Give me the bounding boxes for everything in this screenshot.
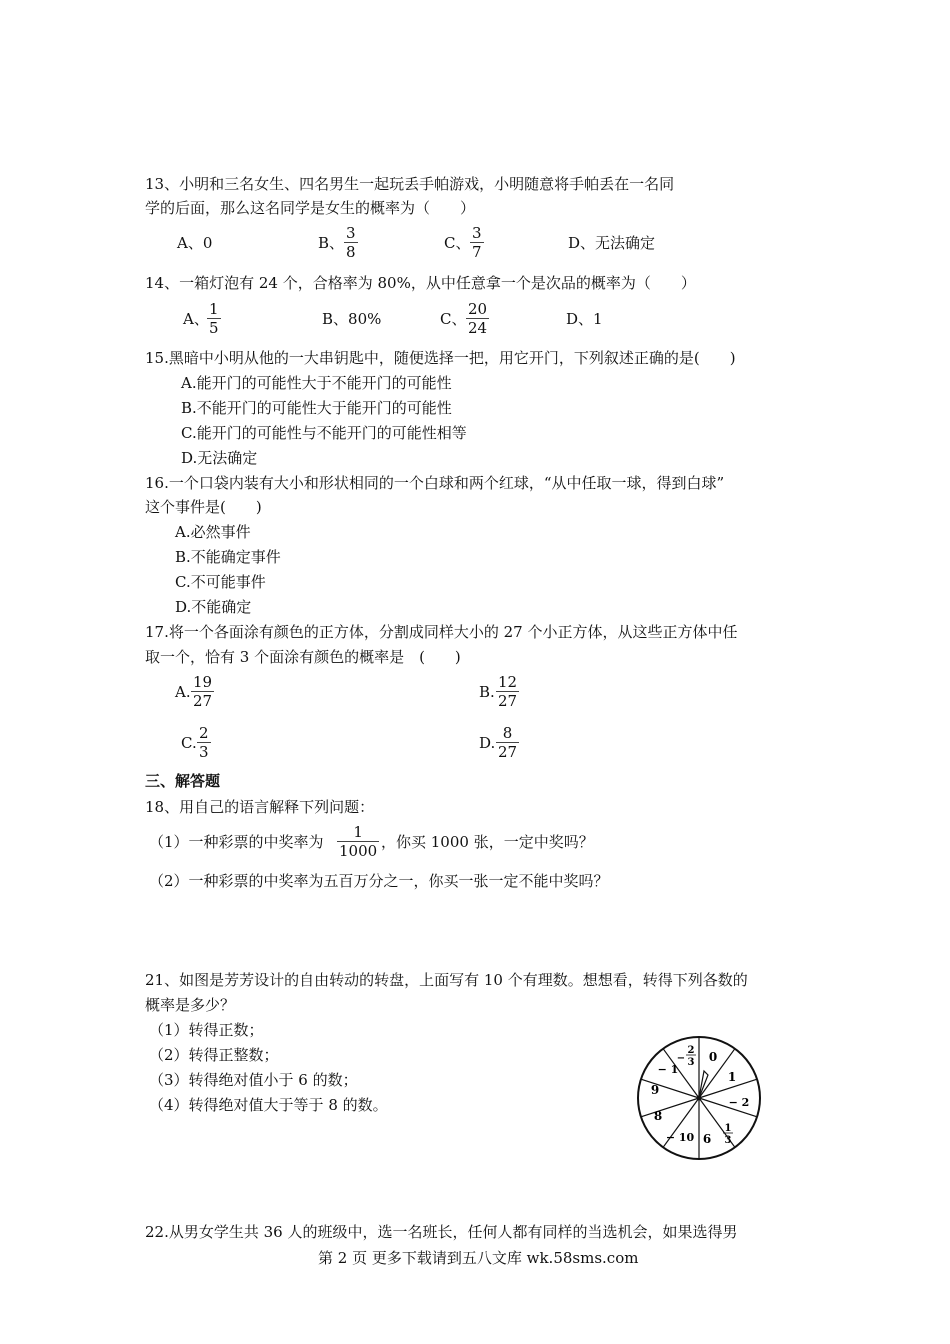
q18-part1-fraction xyxy=(337,823,379,860)
q14-stem-line1: 14、一箱灯泡有 24 个，合格率为 80%，从中任意拿一个是次品的概率为（ ） xyxy=(145,274,696,292)
spinner-label-4: 6 xyxy=(702,1132,712,1146)
fraction-denominator: 27 xyxy=(498,692,518,710)
q21-part1: （1）转得正数； xyxy=(149,1021,264,1039)
svg-text:1: 1 xyxy=(724,1123,732,1134)
svg-text:2: 2 xyxy=(687,1045,695,1056)
svg-text:−: − xyxy=(676,1053,686,1064)
q14-option-c-fraction xyxy=(466,300,489,337)
q15-option-a: A.能开门的可能性大于不能开门的可能性 xyxy=(181,374,452,392)
fraction-denominator: 8 xyxy=(346,243,356,261)
q16-stem-line1: 16.一个口袋内装有大小和形状相同的一个白球和两个红球，“从中任取一球，得到白球” xyxy=(145,474,725,492)
q14-option-d: D、1 xyxy=(566,310,603,328)
spinner-label-2: − 2 xyxy=(728,1096,750,1109)
q13-option-d: D、无法确定 xyxy=(568,234,656,252)
q16-option-d: D.不能确定 xyxy=(175,598,252,616)
q18-part2: （2）一种彩票的中奖率为五百万分之一，你买一张一定不能中奖吗？ xyxy=(149,872,609,890)
q21-part3: （3）转得绝对值小于 6 的数； xyxy=(149,1071,358,1089)
fraction-numerator: 8 xyxy=(496,724,519,743)
q15-option-c: C.能开门的可能性与不能开门的可能性相等 xyxy=(181,424,467,442)
q13-stem-line1: 13、小明和三名女生、四名男生一起玩丢手帕游戏，小明随意将手帕丢在一名同 xyxy=(145,175,675,193)
section-heading: 三、解答题 xyxy=(145,772,221,790)
fraction-numerator: 12 xyxy=(498,673,518,691)
q17-option-b-fraction xyxy=(496,673,519,710)
q18-stem-line1: 18、用自己的语言解释下列问题： xyxy=(145,798,375,816)
q14-option-b: B、80% xyxy=(322,310,382,328)
fraction-numerator: 2 xyxy=(199,724,209,742)
spinner-wheel xyxy=(632,1031,766,1165)
q15-stem-line1: 15.黑暗中小明从他的一大串钥匙中，随便选择一把，用它开门，下列叙述正确的是( ) xyxy=(145,349,736,367)
q16-stem-line2: 这个事件是( ) xyxy=(145,498,262,516)
q15-option-b: B.不能开门的可能性大于能开门的可能性 xyxy=(181,399,452,417)
q18-part1-suffix: ，你买 1000 张，一定中奖吗？ xyxy=(381,833,594,851)
fraction-denominator: 5 xyxy=(209,319,219,337)
fraction-denominator: 7 xyxy=(472,243,482,261)
svg-text:3: 3 xyxy=(687,1057,695,1068)
q18-part1-prefix: （1）一种彩票的中奖率为 xyxy=(149,833,324,851)
fraction-denominator: 1000 xyxy=(339,842,378,860)
q13-option-a: A、0 xyxy=(177,234,213,252)
fraction-numerator: 3 xyxy=(472,224,482,242)
q14-option-c-prefix: C、 xyxy=(440,310,467,328)
spinner-label-1: 1 xyxy=(727,1070,737,1084)
q17-option-a-prefix: A. xyxy=(175,683,191,701)
q21-stem-line1: 21、如图是芳芳设计的自由转动的转盘，上面写有 10 个有理数。想想看，转得下列各数的 xyxy=(145,971,748,989)
q16-option-a: A.必然事件 xyxy=(175,523,251,541)
q21-part2: （2）转得正整数； xyxy=(149,1046,279,1064)
fraction-denominator: 3 xyxy=(199,743,209,761)
q13-option-b-prefix: B、 xyxy=(318,234,345,252)
spinner-label-6: 8 xyxy=(653,1109,663,1123)
q13-option-c-prefix: C、 xyxy=(444,234,471,252)
spinner-label-5: − 10 xyxy=(665,1131,695,1144)
q13-stem-line2: 学的后面，那么这名同学是女生的概率为（ ） xyxy=(145,199,476,217)
fraction-numerator: 20 xyxy=(468,300,488,318)
q15-option-d: D.无法确定 xyxy=(181,449,258,467)
q17-stem-line2: 取一个，恰有 3 个面涂有颜色的概率是 ( ) xyxy=(145,648,461,666)
q17-option-b-prefix: B. xyxy=(479,683,495,701)
q21-stem-line2: 概率是多少？ xyxy=(145,996,236,1014)
q16-option-b: B.不能确定事件 xyxy=(175,548,281,566)
fraction-denominator: 27 xyxy=(193,692,213,710)
q14-option-a-prefix: A、 xyxy=(183,310,209,328)
spinner-label-0: 0 xyxy=(708,1050,718,1064)
fraction-denominator: 24 xyxy=(468,319,488,337)
q21-part4: （4）转得绝对值大于等于 8 的数。 xyxy=(149,1096,388,1114)
fraction-numerator: 1 xyxy=(209,300,219,318)
q13-option-c-fraction xyxy=(470,224,484,261)
q17-option-d-fraction xyxy=(496,724,519,761)
q17-option-c-fraction xyxy=(197,724,211,761)
q17-option-a-fraction xyxy=(191,673,214,710)
q16-option-c: C.不可能事件 xyxy=(175,573,266,591)
spinner-label-7: 9 xyxy=(650,1083,660,1097)
q14-option-a-fraction xyxy=(207,300,221,337)
fraction-numerator: 1 xyxy=(337,823,379,842)
q17-option-d-prefix: D. xyxy=(479,734,496,752)
q17-stem-line1: 17.将一个各面涂有颜色的正方体，分割成同样大小的 27 个小正方体，从这些正方体中任 xyxy=(145,623,738,641)
svg-text:3: 3 xyxy=(724,1135,732,1146)
fraction-denominator: 27 xyxy=(498,743,518,761)
q17-option-c-prefix: C. xyxy=(181,734,197,752)
page-footer: 第 2 页 更多下载请到五八文库 wk.58sms.com xyxy=(318,1249,639,1267)
q22-stem-line1: 22.从男女学生共 36 人的班级中，选一名班长，任何人都有同样的当选机会，如果选得男 xyxy=(145,1223,738,1241)
fraction-numerator: 3 xyxy=(346,224,356,242)
spinner-label-8: − 1 xyxy=(657,1063,679,1076)
q13-option-b-fraction xyxy=(344,224,358,261)
fraction-numerator: 19 xyxy=(193,673,213,691)
